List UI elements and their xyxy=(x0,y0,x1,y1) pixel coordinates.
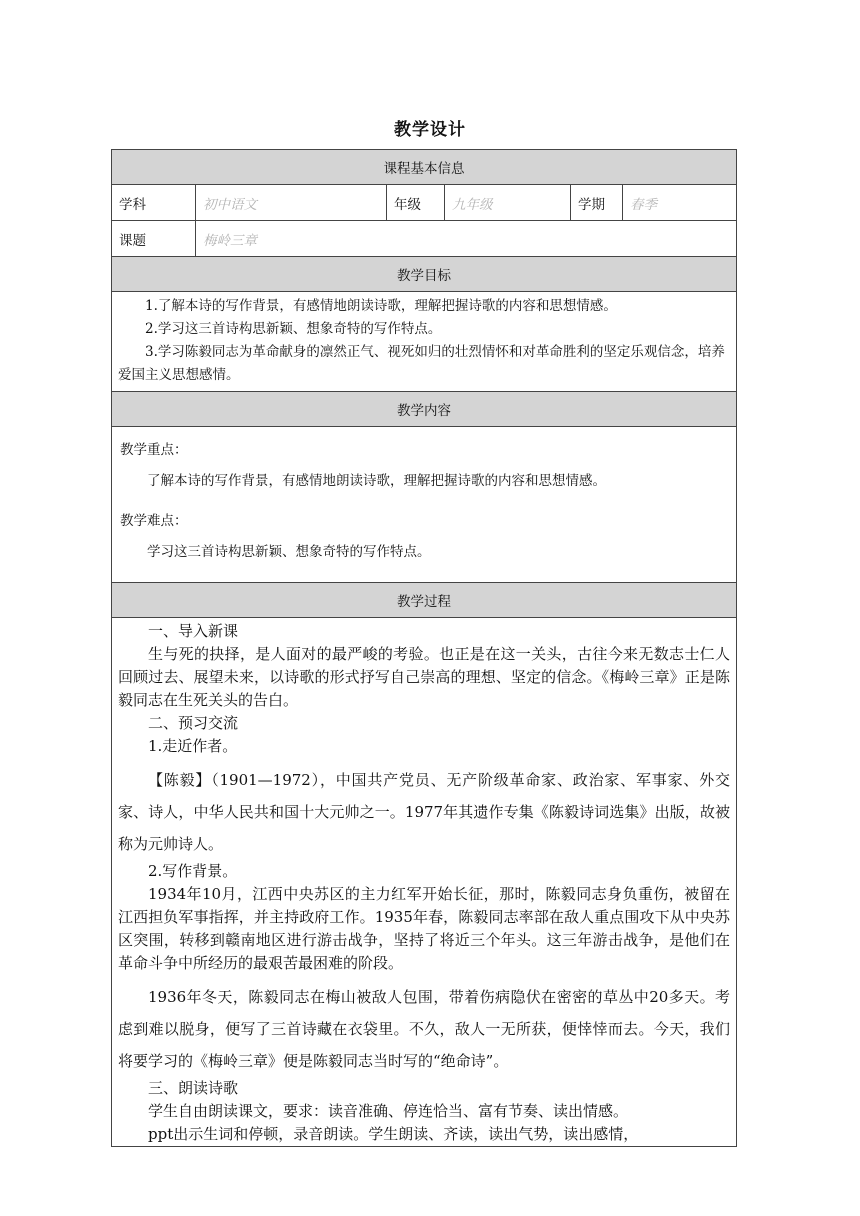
process-paragraph: 二、预习交流 xyxy=(148,714,239,732)
process-paragraph: 生与死的抉择，是人面对的最严峻的考验。也正是在这一关头，古往今来无数志士仁人回顾过去、展望未来，以诗歌的形式抒写自己崇高的理想、坚定的信念。《梅岭三章》正是陈毅同志在生死关头的告白。 xyxy=(118,645,730,709)
content-body xyxy=(112,427,736,583)
process-paragraph: 【陈毅】（1901—1972），中国共产党员、无产阶级革命家、政治家、军事家、外交家、诗人，中华人民共和国十大元帅之一。1977年其遗作专集《陈毅诗词选集》出版，故被称为元帅诗人。 xyxy=(118,771,730,853)
goal-item: 2.学习这三首诗构思新颖、想象奇特的写作特点。 xyxy=(145,321,442,337)
grade-value: 九年级 xyxy=(445,185,571,220)
process-paragraph: 三、朗读诗歌 xyxy=(148,1079,239,1097)
term-value: 春季 xyxy=(630,196,657,213)
process-paragraph: 1934年10月，江西中央苏区的主力红军开始长征，那时，陈毅同志身负重伤，被留在江西担负军事指挥，并主持政府工作。1935年春，陈毅同志率部在敌人重点围攻下从中央苏区突围，转移到赣南地区进行游击战争，坚持了将近三个年头。这三年游击战争，是他们在革命斗争中所经历的最艰苦最困难的阶段。 xyxy=(118,885,730,972)
goal-item: 3.学习陈毅同志为革命献身的凛然正气、视死如归的壮烈情怀和对革命胜利的坚定乐观信念，培养爱国主义思想感情。 xyxy=(118,344,725,383)
topic-label: 课题 xyxy=(112,221,196,256)
info-row-subject xyxy=(112,185,736,221)
process-paragraph: 2.写作背景。 xyxy=(148,862,238,880)
basic-info-header: 课程基本信息 xyxy=(112,150,736,185)
document-title: 教学设计 xyxy=(394,120,466,140)
content-header: 教学内容 xyxy=(112,392,736,427)
info-row-topic xyxy=(112,221,736,257)
difficulty-text: 学习这三首诗构思新颖、想象奇特的写作特点。 xyxy=(147,544,431,560)
process-paragraph: ppt出示生词和停顿，录音朗读。学生朗读、齐读，读出气势，读出感情， xyxy=(148,1125,639,1143)
process-paragraph: 学生自由朗读课文，要求：读音准确、停连恰当、富有节奏、读出情感。 xyxy=(148,1102,629,1120)
subject-value: 初中语文 xyxy=(196,185,387,220)
goals-list xyxy=(112,292,736,392)
topic-value: 梅岭三章 xyxy=(203,232,257,249)
lesson-plan-table xyxy=(111,149,737,1147)
key-point-text: 了解本诗的写作背景，有感情地朗读诗歌，理解把握诗歌的内容和思想情感。 xyxy=(147,473,606,489)
key-point-label: 教学重点： xyxy=(120,442,188,458)
process-paragraph: 1.走近作者。 xyxy=(148,737,238,755)
goals-header: 教学目标 xyxy=(112,257,736,292)
term-label: 学期 xyxy=(571,185,623,220)
process-paragraph: 1936年冬天，陈毅同志在梅山被敌人包围，带着伤病隐伏在密密的草丛中20多天。考虑到难以脱身，便写了三首诗藏在衣袋里。不久，敌人一无所获，便悻悻而去。今天，我们将要学习的《梅岭三章》便是陈毅同志当时写的“绝命诗”。 xyxy=(118,988,730,1070)
difficulty-label: 教学难点： xyxy=(120,513,188,529)
process-header: 教学过程 xyxy=(112,583,736,618)
grade-label: 年级 xyxy=(387,185,445,220)
goal-item: 1.了解本诗的写作背景，有感情地朗读诗歌，理解把握诗歌的内容和思想情感。 xyxy=(145,298,617,314)
process-body xyxy=(112,618,736,1146)
subject-label: 学科 xyxy=(112,185,196,220)
process-paragraph: 一、导入新课 xyxy=(148,622,239,640)
